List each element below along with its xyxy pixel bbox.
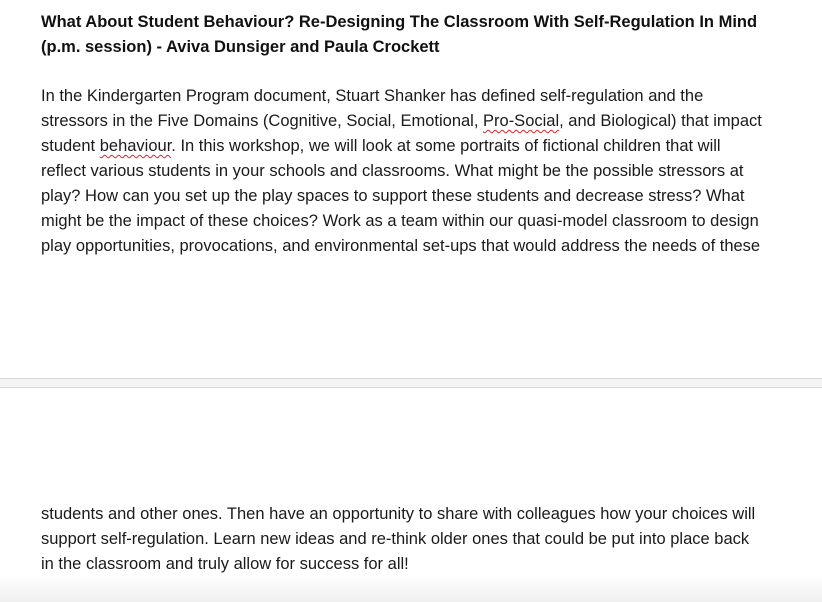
text-line-2: stressors in the Five Domains (Cognitive, Social, Emotional, Pro-Social, and Biological) that impact [41,112,762,130]
misspelled-word-pro-social[interactable]: Pro-Social [483,112,560,130]
text-line-10: in the classroom and truly allow for success for all! [41,555,409,573]
text-line-1: In the Kindergarten Program document, Stuart Shanker has defined self-regulation and the [41,87,704,105]
workshop-title: What About Student Behaviour? Re-Designing The Classroom With Self-Regulation In Mind (p.m. session) - Aviva Dunsiger and Paula Crockett [41,13,758,56]
text-line-7: play opportunities, provocations, and environmental set-ups that would address the needs of these [41,237,761,255]
description-paragraph-part-1 [41,84,811,259]
text-line-9: support self-regulation. Learn new ideas and re-think older ones that could be put into place back [41,530,750,548]
text-line-6: might be the impact of these choices? Work as a team within our quasi-model classroom to design [41,212,759,230]
description-paragraph-part-2 [41,502,811,577]
document-page-2 [0,388,822,602]
text-line-5: play? How can you set up the play spaces to support these students and decrease stress? What [41,187,745,205]
page-break [0,378,822,388]
bottom-fade [0,574,822,602]
misspelled-word-behaviour[interactable]: behaviour [99,137,172,155]
text-line-3: student behaviour. In this workshop, we will look at some portraits of fictional children that will [41,137,721,155]
text-line-8: students and other ones. Then have an opportunity to share with colleagues how your choices will [41,505,756,523]
text-line-4: reflect various students in your schools and classrooms. What might be the possible stressors at [41,162,744,180]
